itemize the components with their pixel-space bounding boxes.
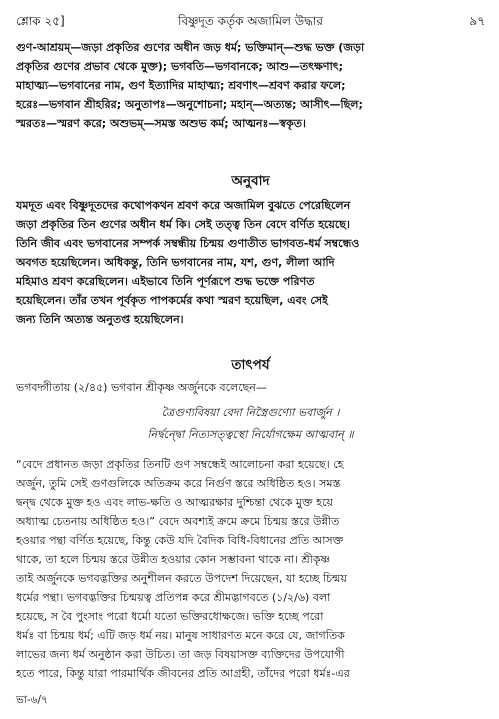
- purport-line: অধ্যাত্ম চেতনায় অধিষ্ঠিত হও।” বেদে অবশ্যই ক্রমে ক্রমে চিন্ময় স্তরে উন্নীত: [16, 515, 340, 528]
- purport-section: [16, 354, 485, 376]
- gita-verse: [16, 404, 485, 448]
- translation-line: তিনি জীব এবং ভগবানের সম্পর্ক সম্বন্ধীয় চিন্ময় গুণাতীত ভাগবত-ধর্ম সম্বন্ধেও: [16, 237, 360, 250]
- word-for-word-glossary: [16, 38, 485, 133]
- translation-line: মহিমাও শ্রবণ করেছিলেন। এইভাবে তিনি পূর্ণরূপে শুদ্ধ ভক্তে পরিণত: [16, 275, 315, 288]
- purport-line: “বেদে প্রধানত জড়া প্রকৃতির তিনটি গুণ সম্বন্ধেই আলোচনা করা হয়েছে। হে: [16, 458, 344, 471]
- glossary-line: গুণ-আশ্রয়ম্—জড়া প্রকৃতির গুণের অধীন জড় ধর্ম; ভক্তিমান্—শুদ্ধ ভক্ত (জড়া: [16, 41, 365, 54]
- translation-line: যমদূত এবং বিষ্ণুদূতদের কথোপকথন শ্রবণ করে অজামিল বুঝতে পেরেছিলেন: [16, 199, 351, 212]
- chapter-title: বিষ্ণুদূত কর্তৃক অজামিল উদ্ধার: [178, 14, 323, 28]
- purport-text: [16, 455, 485, 683]
- purport-line: থাকে, তা হলে চিন্ময় স্তরে উন্নীত হওয়ার কোন সম্ভাবনা থাকে না। শ্রীকৃষ্ণ: [16, 553, 331, 566]
- page-header: [16, 12, 485, 30]
- purport-line: ধর্মের পন্থা। ভগবদ্ভক্তির চিন্ময়ত্ব প্রতিপন্ন করে শ্রীমদ্ভাগবতে (১/২/৬) বলা: [16, 591, 331, 604]
- verse-line: ত্রৈগুণ্যবিষয়া বেদা নিস্ত্রৈগুণ্যো ভবার্জুন ।: [161, 406, 340, 419]
- translation-line: অবগত হয়েছিলেন। অধিকন্তু, তিনি ভগবানের নাম, যশ, গুণ, লীলা আদি: [16, 256, 335, 269]
- purport-line: হতে পারে, কিন্তু যারা পারমার্থিক জীবনের প্রতি আগ্রহী, তাঁদের পরো ধর্মঃ-এর: [16, 667, 350, 680]
- glossary-line: মাহাত্ম্য—ভগবানের নাম, গুণ ইত্যাদির মাহাত্ম্য; শ্রবণাৎ—শ্রবণ করার ফলে;: [16, 79, 346, 92]
- purport-line: হয়েছে, স বৈ পুংসাং পরো ধর্মো যতো ভক্তিরধোক্ষজে। ভক্তি হচ্ছে পরো: [16, 610, 324, 623]
- page-number: ৯৭: [469, 14, 485, 28]
- intro-line: ভগবদ্গীতায় (২/৪৫) ভগবান শ্রীকৃষ্ণ অর্জুনকে বলেছেন—: [16, 381, 267, 394]
- verse-line: নির্দ্বন্দ্বো নিত্যসত্ত্বস্থো নির্যোগক্ষেম আত্মবান্ ॥: [147, 428, 354, 441]
- glossary-line: প্রকৃতির গুণের প্রভাব থেকে মুক্ত); ভগবতি—ভগবানকে; আশু—তৎক্ষণাৎ;: [16, 60, 344, 73]
- verse-reference: শ্লোক ২৫]: [16, 14, 65, 28]
- page-footer: ভা-৬/৭: [16, 694, 48, 706]
- purport-line: দ্বন্দ্ব থেকে মুক্ত হও এবং লাভ-ক্ষতি ও আত্মরক্ষার দুশ্চিন্তা থেকে মুক্ত হয়ে: [16, 496, 333, 509]
- purport-line: তাই অর্জুনকে ভগবদ্ভক্তির অনুশীলন করতে উপদেশ দিয়েছেন, যা হচ্ছে চিন্ময়: [16, 572, 347, 585]
- glossary-line: স্মরতঃ—স্মরণ করে; অশুভম্—সমস্ত অশুভ কর্ম; আত্মনঃ—স্বকৃত।: [16, 117, 306, 130]
- purport-line: ধর্মঃ বা চিন্ময় ধর্ম; এটি জড় ধর্ম নয়। মানুষ সাধারণত মনে করে যে, জাগতিক: [16, 629, 345, 642]
- translation-text: [16, 196, 485, 329]
- translation-line: জন্য তিনি অত্যন্ত অনুতপ্ত হয়েছিলেন।: [16, 313, 184, 326]
- glossary-line: হরেঃ—ভগবান শ্রীহরির; অনুতাপঃ—অনুশোচনা; মহান্—অত্যন্ত; আসীৎ—ছিল;: [16, 98, 363, 111]
- purport-line: হওয়ার পন্থা বর্ণিত হয়েছে, কিন্তু কেউ যদি বৈদিক বিধি-বিধানের প্রতি আসক্ত: [16, 534, 344, 547]
- translation-line: হয়েছিলেন। তাঁর তখন পূর্বকৃত পাপকর্মের কথা স্মরণ হয়েছিল, এবং সেই: [16, 294, 328, 307]
- purport-intro: [16, 378, 485, 397]
- purport-line: অর্জুন, তুমি সেই গুণগুলিকে অতিক্রম করে নির্গুণ স্তরে অধিষ্ঠিত হও। সমস্ত: [16, 477, 341, 490]
- translation-heading: অনুবাদ: [231, 173, 270, 189]
- translation-section: [16, 170, 485, 192]
- purport-heading: তাৎপর্য: [231, 357, 270, 373]
- purport-line: লাভের জন্য ধর্ম অনুষ্ঠান করা উচিত। তা জড় বিষয়াসক্ত ব্যক্তিদের উপযোগী: [16, 648, 345, 661]
- translation-line: জড়া প্রকৃতির তিন গুণের অধীন ধর্ম কি। সেই তত্ত্ব তিন বেদে বর্ণিত হয়েছে।: [16, 218, 350, 231]
